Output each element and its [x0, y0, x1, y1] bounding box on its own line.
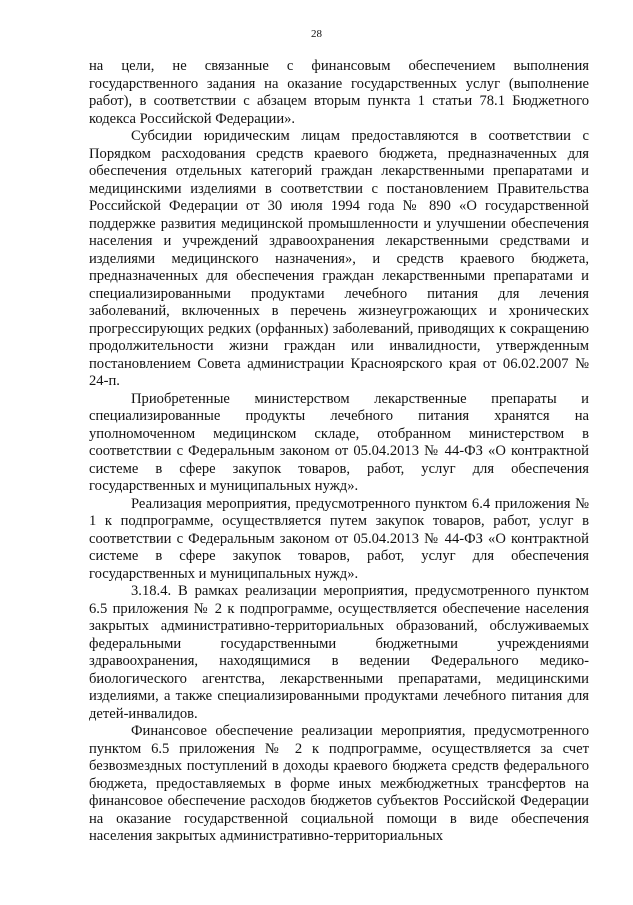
- paragraph-financing: Финансовое обеспечение реализации мероприятия, предусмотренного пунктом 6.5 приложения № 2 к подпрограмме, осуществляется за счет безвозмездных поступлений в доходы краевого бюджета средств федерального бюджета, предоставляемых в форме иных межбюджетных трансфертов на финансовое обеспечение расходов бюджетов субъектов Российской Федерации на оказание государственной социальной помощи в виде обеспечения населения закрытых административно-территориальных: [89, 723, 589, 844]
- paragraph-storage: Приобретенные министерством лекарственные препараты и специализированные продукты лечебного питания хранятся на уполномоченном медицинском складе, отобранном министерством в соответствии с Федеральным законом от 05.04.2013 № 44-ФЗ «О контрактной системе в сфере закупок товаров, работ, услуг для обеспечения государственных и муниципальных нужд».: [89, 390, 589, 494]
- paragraph-implementation: Реализация мероприятия, предусмотренного пунктом 6.4 приложения № 1 к подпрограмме, осуществляется путем закупок товаров, работ, услуг в соответствии с Федеральным законом от 05.04.2013 № 44-ФЗ «О контрактной системе в сфере закупок товаров, работ, услуг для обеспечения государственных и муниципальных нужд».: [89, 495, 589, 582]
- paragraph-subsidies: Субсидии юридическим лицам предоставляются в соответствии с Порядком расходования средств краевого бюджета, предназначенных для обеспечения отдельных категорий граждан лекарственными препаратами и медицинскими изделиями в соответствии с постановлением Правительства Российской Федерации от 30 июля 1994 года № 890 «О государственной поддержке развития медицинской промышленности и улучшении обеспечения населения и учреждений здравоохранения лекарственными средствами и изделиями медицинского назначения», и средств краевого бюджета, предназначенных для обеспечения граждан лекарственными препаратами и специализированными продуктами лечебного питания для лечения заболеваний, включенных в перечень жизнеугрожающих и хронических прогрессирующих редких (орфанных) заболеваний, приводящих к сокращению продолжительности жизни граждан или инвалидности, утвержденным постановлением Совета администрации Красноярского края от 06.02.2007 № 24-п.: [89, 128, 589, 389]
- paragraph-section-3-18-4: 3.18.4. В рамках реализации мероприятия, предусмотренного пунктом 6.5 приложения № 2 к подпрограмме, осуществляется обеспечение населения закрытых административно-территориальных образований, обслуживаемых федеральными государственными бюджетными учреждениями здравоохранения, находящимися в ведении Федерального медико-биологического агентства, лекарственными препаратами, медицинскими изделиями, а также специализированными продуктами лечебного питания для детей-инвалидов.: [89, 583, 589, 722]
- page-number: 28: [311, 28, 322, 40]
- paragraph-continuation: на цели, не связанные с финансовым обеспечением выполнения государственного задания на оказание государственных услуг (выполнение работ), в соответствии с абзацем вторым пункта 1 статьи 78.1 Бюджетного кодекса Российской Федерации».: [89, 58, 589, 127]
- document-body: [89, 58, 589, 846]
